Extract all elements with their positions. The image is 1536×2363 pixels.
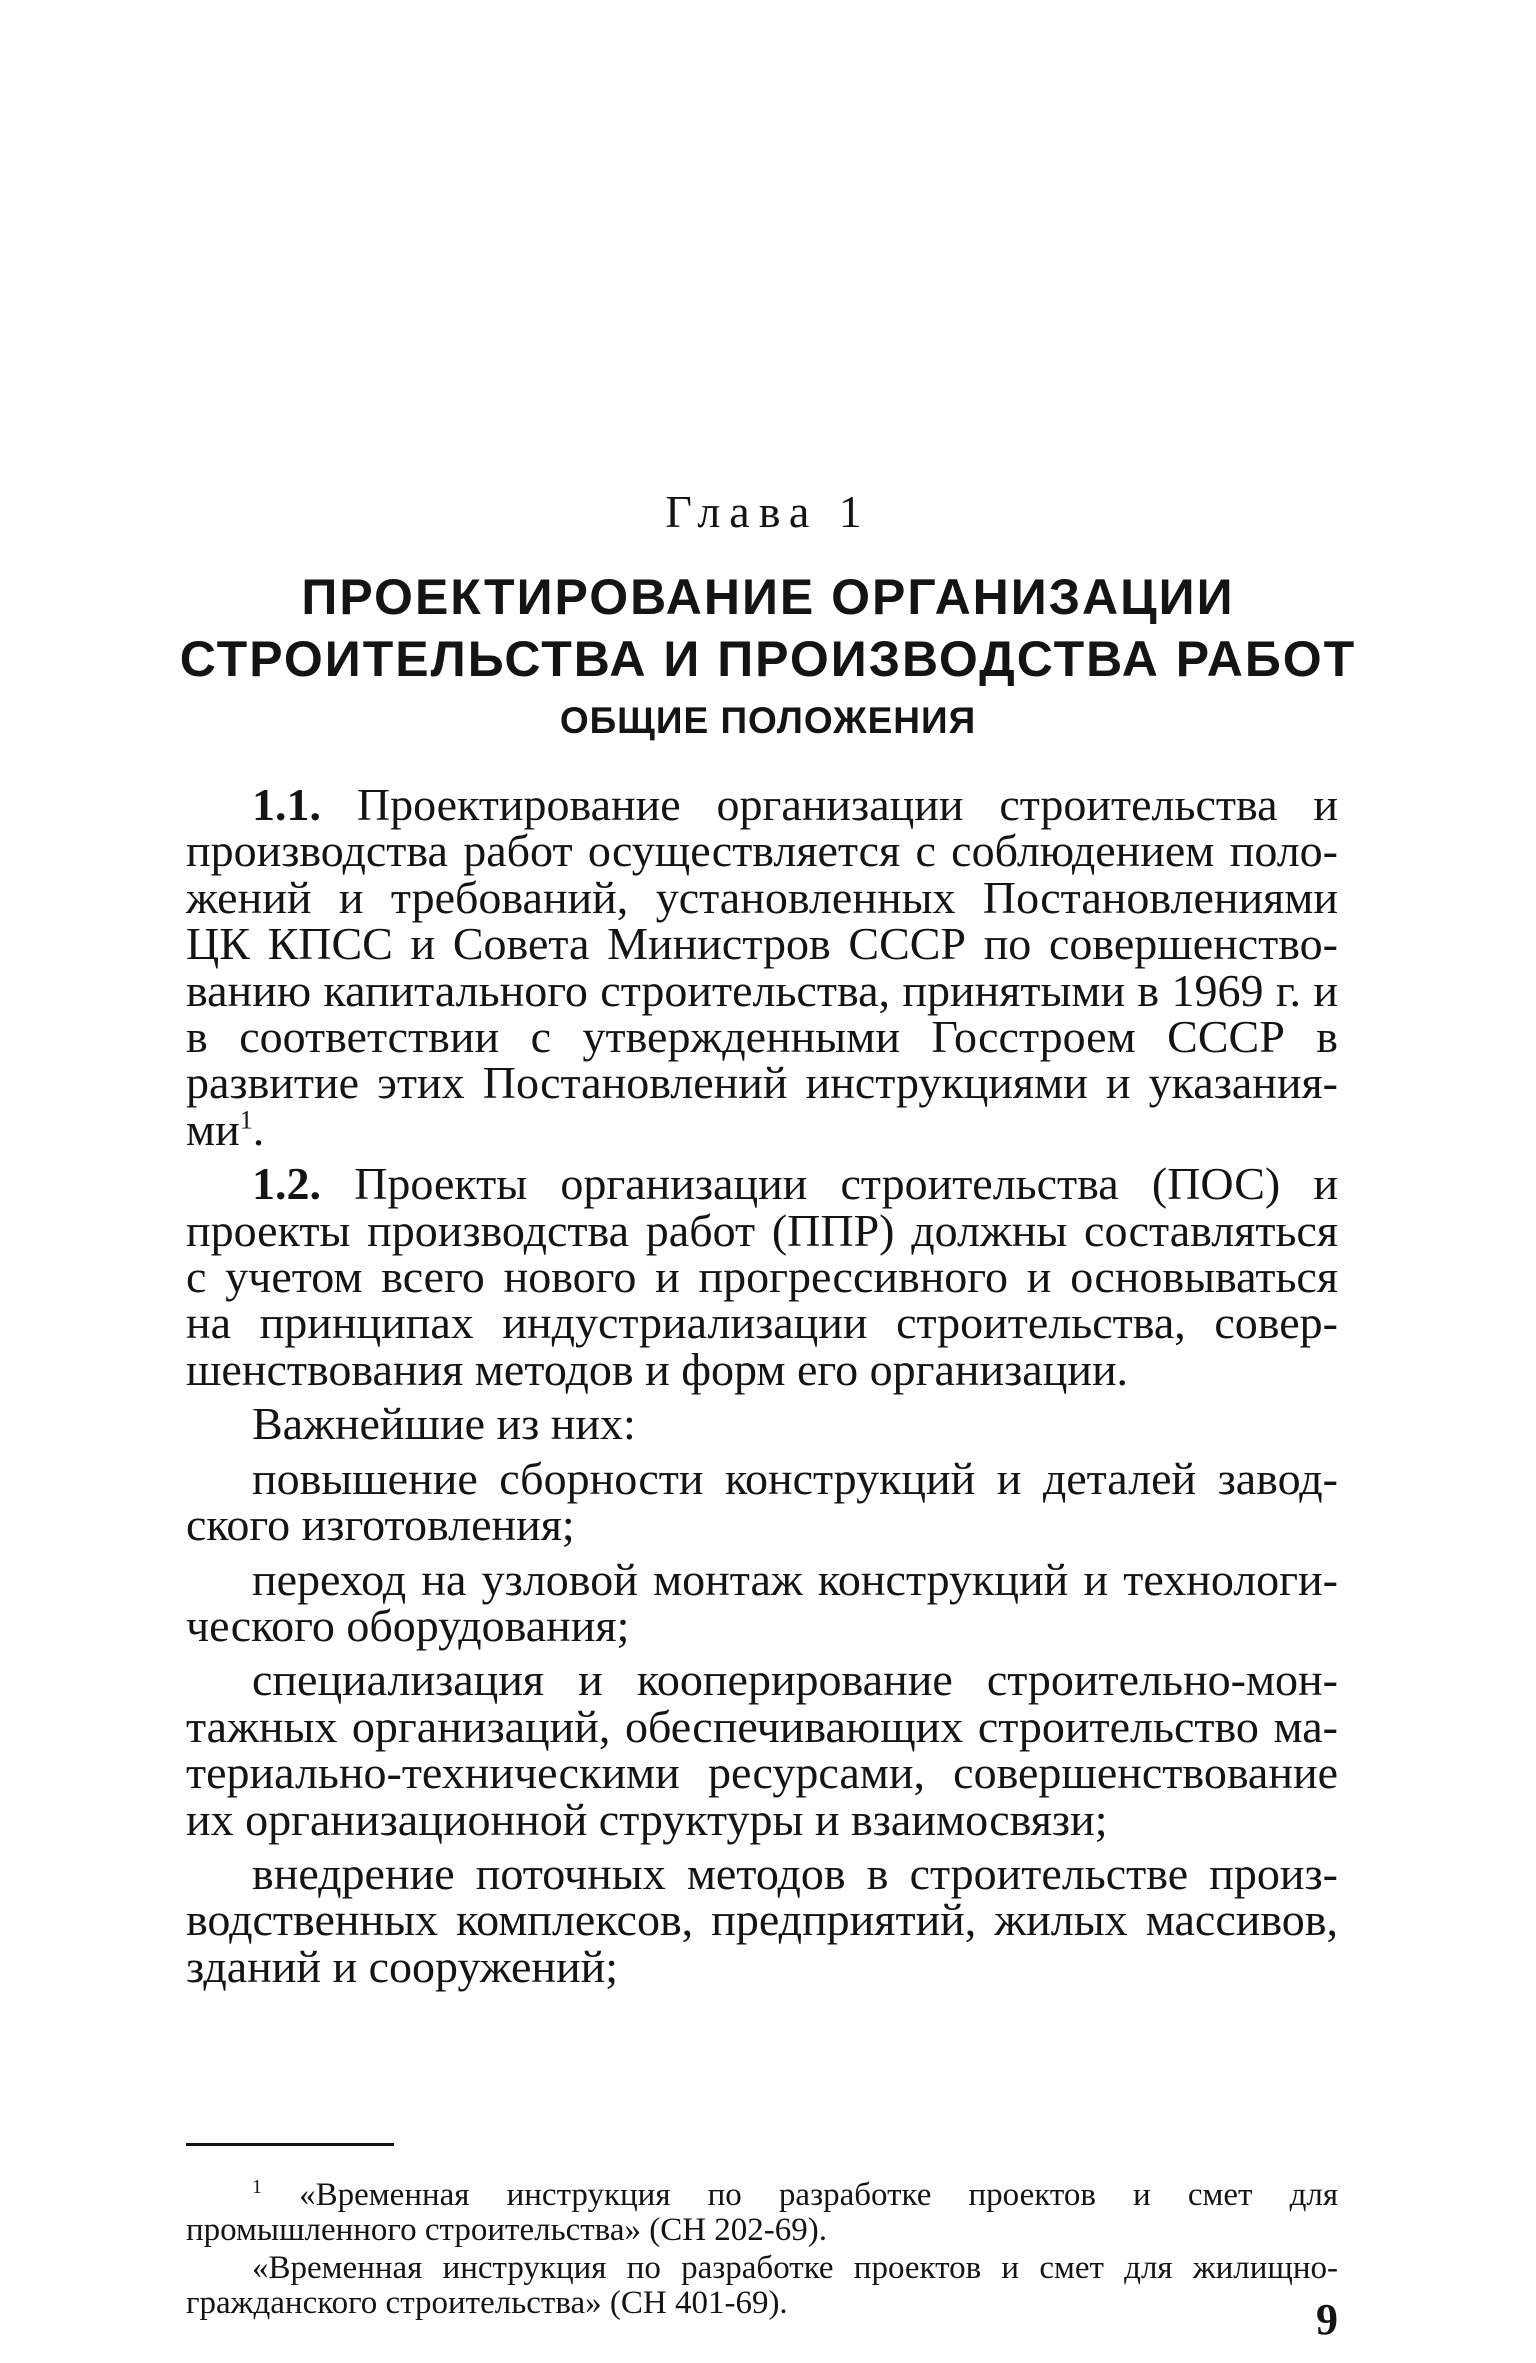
paragraph-text: Проекты организации строительства (ПОС) и проекты производства работ (ППР) должны составляться с учетом всего нового и прогрессивного и основываться на принципах индустриализации строительства, совершенствования методов и форм его организации. [186, 1158, 1339, 1395]
chapter-title-line-2: СТРОИТЕЛЬСТВА И ПРОИЗВОДСТВА РАБОТ [179, 631, 1357, 687]
paragraph-text: Проектирование организации строительства и производства работ осуществляется с соблюдением положений и требований, установленных Постановлениями ЦК КПСС и Совета Министров СССР по совершенствованию капитального строительства, принятыми в 1969 г. и в соответствии с утвержденными Госстроем СССР в развитие этих Постановлений инструкциями и указаниями [186, 779, 1338, 1155]
clause-number: 1.1. [252, 779, 321, 830]
list-item: переход на узловой монтаж конструкций и технологического оборудования; [186, 1553, 1338, 1651]
section-heading: ОБЩИЕ ПОЛОЖЕНИЯ [559, 700, 977, 741]
body-text [186, 779, 1339, 1992]
list-intro: Важнейшие из них: [252, 1398, 636, 1450]
footnotes [186, 2178, 1338, 2320]
footnote-1 [186, 2178, 1338, 2247]
footnote-2: «Временная инструкция по разработке проектов и смет для жилищно-гражданского строительства» (СН 401-69). [186, 2250, 1338, 2321]
chapter-label: Глава 1 [665, 486, 871, 537]
footnote-reference: 1 [239, 1105, 253, 1135]
paragraph-end: . [252, 1103, 265, 1155]
list-item: повышение сборности конструкций и деталей заводского изготовления; [186, 1452, 1338, 1551]
list-item: внедрение поточных методов в строительстве производственных комплексов, предприятий, жилых массивов, зданий и сооружений; [186, 1847, 1338, 1992]
clause-number: 1.2. [252, 1158, 321, 1210]
footnote-text: «Временная инструкция по разработке проектов и смет для промышленного строительства» (СН 202-69). [186, 2177, 1338, 2248]
chapter-title-line-1: ПРОЕКТИРОВАНИЕ ОРГАНИЗАЦИИ [301, 569, 1235, 625]
list-item: специализация и кооперирование строительно-монтажных организаций, обеспечивающих строительство материально-техническими ресурсами, совершенствование их организационной структуры и взаимосвязи; [186, 1654, 1338, 1845]
footnote-marker: 1 [252, 2176, 262, 2198]
paragraph-1-1 [186, 779, 1338, 1155]
footnote-divider [186, 2143, 394, 2146]
paragraph-1-2 [186, 1158, 1339, 1395]
page-number: 9 [1316, 2295, 1338, 2344]
chapter-title [0, 566, 1536, 690]
